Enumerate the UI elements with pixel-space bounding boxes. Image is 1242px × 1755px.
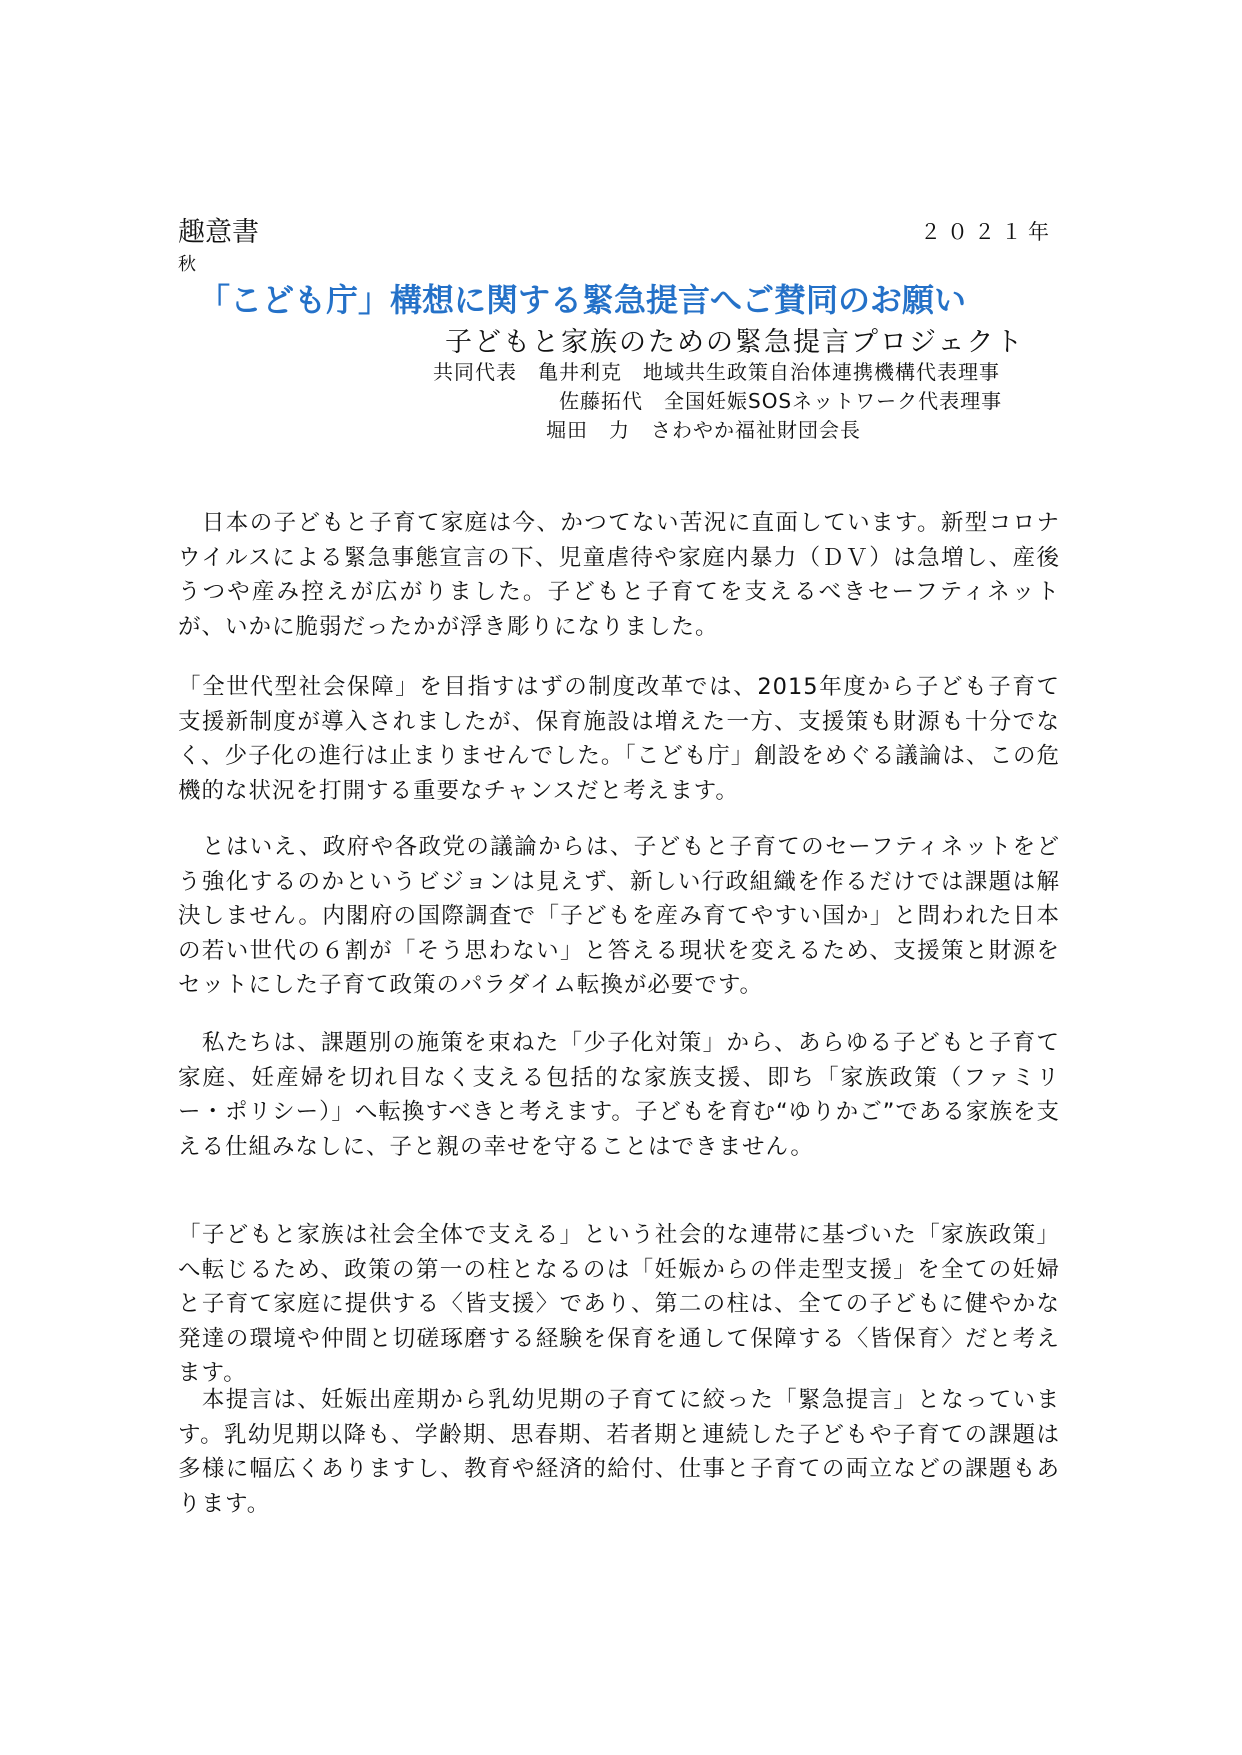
representative-line: 共同代表 亀井利克 地域共生政策自治体連携機構代表理事 <box>433 360 1000 384</box>
body-paragraph: 日本の子どもと子育て家庭は今、かつてない苦況に直面しています。新型コロナウイルスによる緊急事態宣言の下、児童虐待や家庭内暴力（ＤＶ）は急増し、産後うつや産み控えが広がりました。子どもと子育てを支えるべきセーフティネットが、いかに脆弱だったかが浮き彫りになりました。 <box>178 510 1060 640</box>
document-type-label: 趣意書 <box>178 217 259 248</box>
date-year: ２０２１年 <box>920 220 1055 244</box>
representative-line: 堀田 力 さわやか福祉財団会長 <box>546 418 861 442</box>
body-paragraph: 「全世代型社会保障」を目指すはずの制度改革では、2015年度から子ども子育て支援新制度が導入されましたが、保育施設は増えた一方、支援策も財源も十分でなく、少子化の進行は止まりませんでした。「こども庁」創設をめぐる議論は、この危機的な状況を打開する重要なチャンスだと考えます。 <box>178 674 1060 804</box>
body-paragraph: とはいえ、政府や各政党の議論からは、子どもと子育てのセーフティネットをどう強化するのかというビジョンは見えず、新しい行政組織を作るだけでは課題は解決しません。内閣府の国際調査で「子どもを産み育てやすい国か」と問われた日本の若い世代の６割が「そう思わない」と答える現状を変えるため、支援策と財源をセットにした子育て政策のパラダイム転換が必要です。 <box>178 834 1060 998</box>
document-title: 「こども庁」構想に関する緊急提言へご賛同のお願い <box>198 281 967 319</box>
body-paragraph: 本提言は、妊娠出産期から乳幼児期の子育てに絞った「緊急提言」となっています。乳幼児期以降も、学齢期、思春期、若者期と連続した子どもや子育ての課題は多様に幅広くありますし、教育や経済的給付、仕事と子育ての両立などの課題もあります。 <box>178 1387 1060 1517</box>
date-season: 秋 <box>178 254 196 275</box>
body-paragraph: 私たちは、課題別の施策を束ねた「少子化対策」から、あらゆる子どもと子育て家庭、妊産婦を切れ目なく支える包括的な家族支援、即ち「家族政策（ファミリー・ポリシー）」へ転換すべきと考えます。子どもを育む“ゆりかご”である家族を支える仕組みなしに、子と親の幸せを守ることはできません。 <box>178 1030 1060 1160</box>
body-paragraph: 「子どもと家族は社会全体で支える」という社会的な連帯に基づいた「家族政策」へ転じるため、政策の第一の柱となるのは「妊娠からの伴走型支援」を全ての妊婦と子育て家庭に提供する〈皆支援〉であり、第二の柱は、全ての子どもに健やかな発達の環境や仲間と切磋琢磨する経験を保育を通して保障する〈皆保育〉だと考えます。 <box>178 1222 1060 1386</box>
organization-name: 子どもと家族のための緊急提言プロジェクト <box>445 327 1025 358</box>
representative-line: 佐藤拓代 全国妊娠SOSネットワーク代表理事 <box>559 389 1003 413</box>
